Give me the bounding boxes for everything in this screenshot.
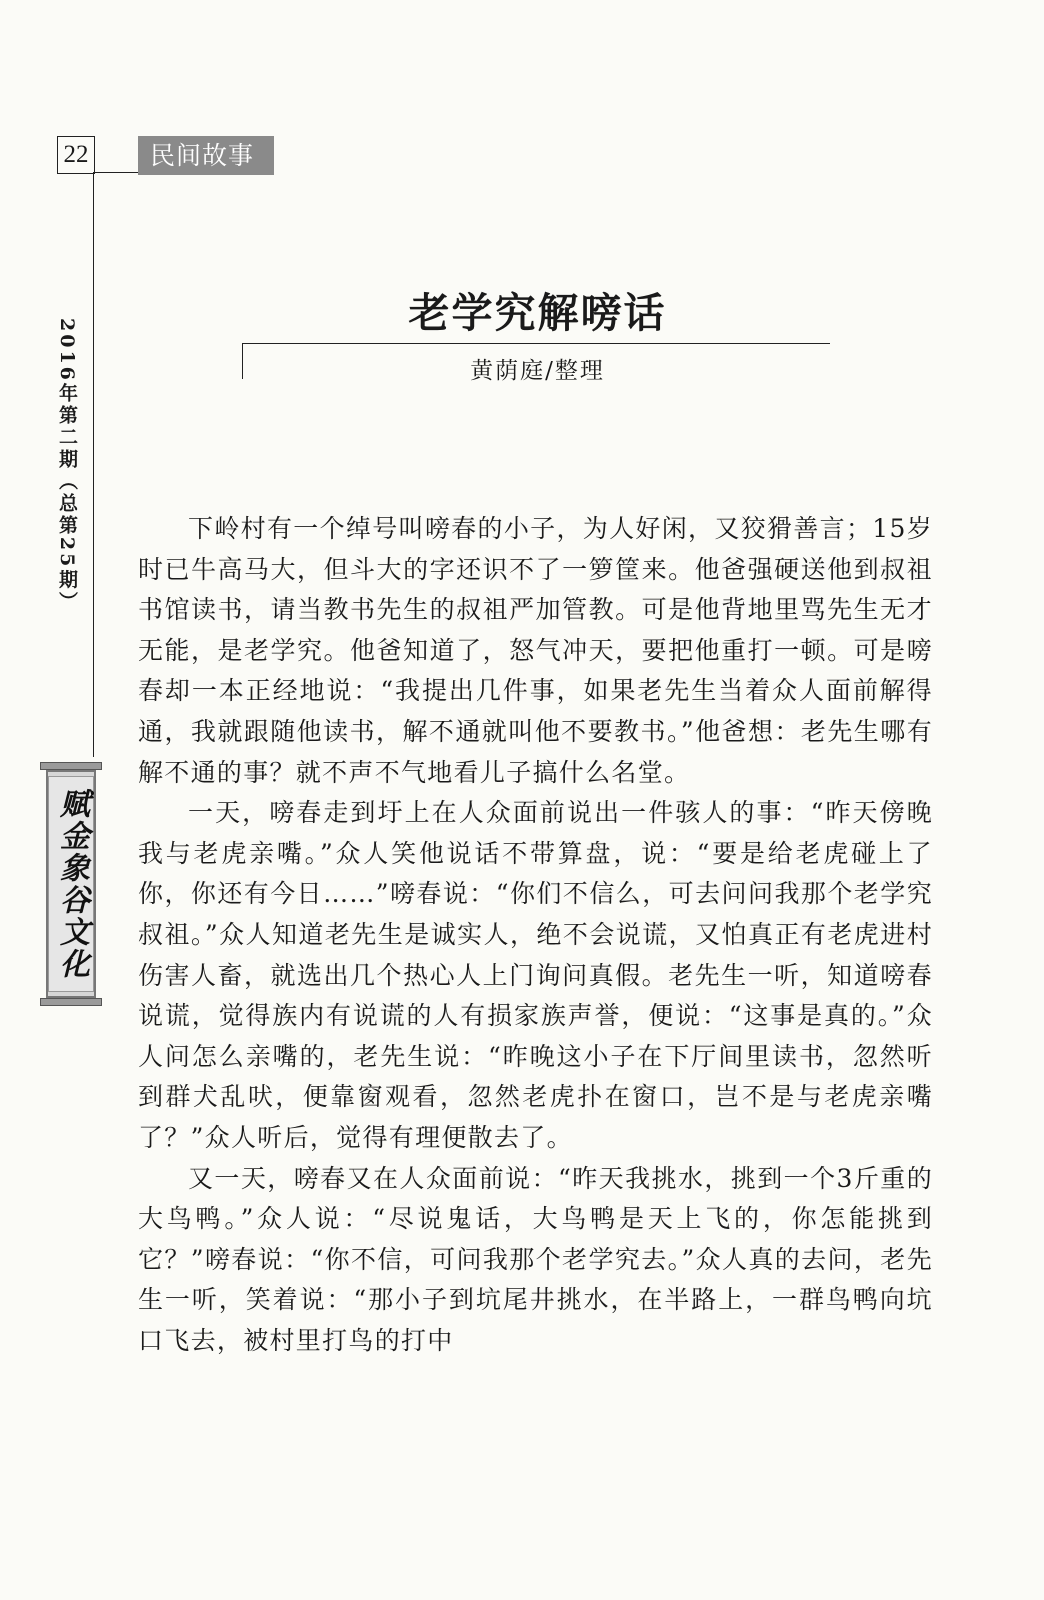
- sidebar-rule: [93, 172, 94, 757]
- header-rule: [93, 172, 138, 173]
- paragraph: 一天，嗙春走到圩上在人众面前说出一件骇人的事：“昨天傍晚我与老虎亲嘴。”众人笑他说话不带算盘，说：“要是给老虎碰上了你，你还有今日……”嗙春说：“你们不信么，可去问问我那个老学究叔祖。”众人知道老先生是诚实人，绝不会说谎，又怕真正有老虎进村伤害人畜，就选出几个热心人上门询问真假。老先生一听，知道嗙春说谎，觉得族内有说谎的人有损家族声誉，便说：“这事是真的。”众人问怎么亲嘴的，老先生说：“昨晚这小子在下厅间里读书，忽然听到群犬乱吠，便靠窗观看，忽然老虎扑在窗口，岂不是与老虎亲嘴了？”众人听后，觉得有理便散去了。: [138, 798, 933, 1152]
- article-author: 黄荫庭/整理: [470, 358, 605, 384]
- scroll-rod-top: [40, 762, 102, 770]
- article-title: 老学究解嗙话: [408, 289, 667, 337]
- scroll-logo: [40, 762, 102, 1006]
- scroll-panel: [46, 770, 96, 998]
- article-body: [138, 509, 933, 1361]
- paragraph: 又一天，嗙春又在人众面前说：“昨天我挑水，挑到一个3斤重的大鸟鸭。”众人说：“尽说鬼话，大鸟鸭是天上飞的，你怎能挑到它？”嗙春说：“你不信，可问我那个老学究去。”众人真的去问，老先生一听，笑着说：“那小子到坑尾井挑水，在半路上，一群鸟鸭向坑口飞去，被村里打鸟的打中: [138, 1163, 933, 1355]
- scroll-rod-bottom: [40, 998, 102, 1006]
- scroll-calligraphy: 赋金象谷文化: [48, 776, 94, 992]
- page-number: 22: [57, 136, 95, 174]
- paragraph: 下岭村有一个绰号叫嗙春的小子，为人好闲，又狡猾善言；15岁时已牛高马大，但斗大的字还识不了一箩筐来。他爸强硬送他到叔祖书馆读书，请当教书先生的叔祖严加管教。可是他背地里骂先生无才无能，是老学究。他爸知道了，怒气冲天，要把他重打一顿。可是嗙春却一本正经地说：“我提出几件事，如果老先生当着众人面前解得通，我就跟随他读书，解不通就叫他不要教书。”他爸想：老先生哪有解不通的事？就不声不气地看儿子搞什么名堂。: [138, 514, 933, 787]
- title-rule: [242, 343, 830, 344]
- title-rule-tick: [242, 343, 243, 379]
- section-tag: 民间故事: [138, 136, 274, 175]
- issue-label: 2016年第二期（总第25期）: [56, 318, 78, 614]
